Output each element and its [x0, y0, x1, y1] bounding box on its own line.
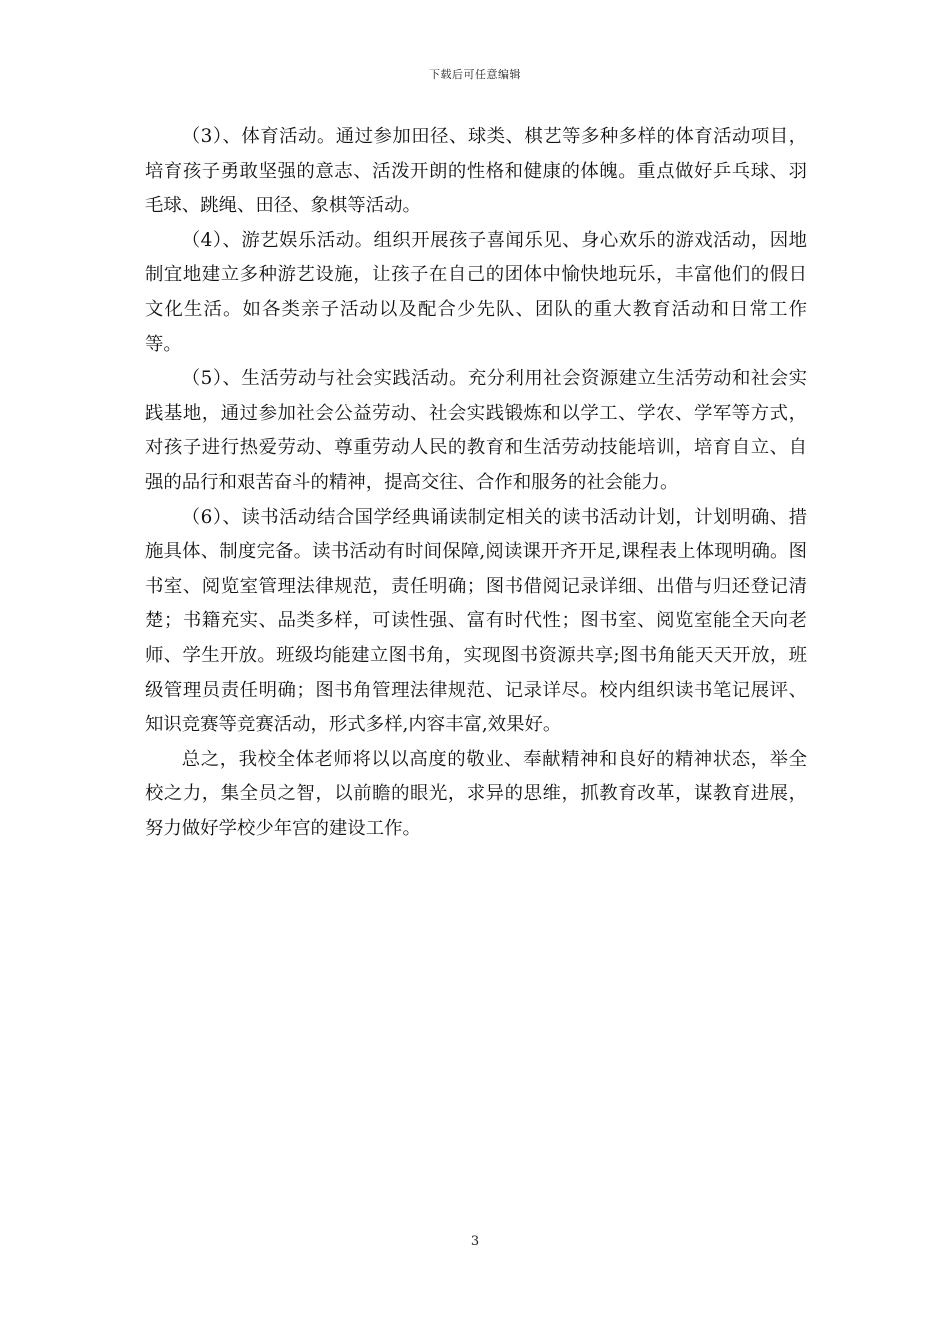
- document-body: [145, 120, 807, 846]
- paragraph-reading-activities: （6）、读书活动结合国学经典诵读制定相关的读书活动计划，计划明确、措施具体、制度完备。读书活动有时间保障,阅读课开齐开足,课程表上体现明确。图书室、阅览室管理法律规范，责任明确；图书借阅记录详细、出借与归还登记清楚；书籍充实、品类多样，可读性强、富有时代性；图书室、阅览室能全天向老师、学生开放。班级均能建立图书角，实现图书资源共享;图书角能天天开放，班级管理员责任明确；图书角管理法律规范、记录详尽。校内组织读书笔记展评、知识竞赛等竞赛活动，形式多样,内容丰富,效果好。: [145, 506, 807, 736]
- paragraph-recreation-activities: （4）、游艺娱乐活动。组织开展孩子喜闻乐见、身心欢乐的游戏活动，因地制宜地建立多种游艺设施，让孩子在自己的团体中愉快地玩乐，丰富他们的假日文化生活。如各类亲子活动以及配合少先队、团队的重大教育活动和日常工作等。: [145, 229, 807, 355]
- page-number: 3: [470, 1234, 480, 1249]
- paragraph-labor-practice-activities: （5）、生活劳动与社会实践活动。充分利用社会资源建立生活劳动和社会实践基地，通过参加社会公益劳动、社会实践锻炼和以学工、学农、学军等方式，对孩子进行热爱劳动、尊重劳动人民的教育和生活劳动技能培训，培育自立、自强的品行和艰苦奋斗的精神，提高交往、合作和服务的社会能力。: [145, 368, 807, 493]
- page-header-note: 下载后可任意编辑: [429, 68, 521, 81]
- paragraph-conclusion: 总之，我校全体老师将以以高度的敬业、奉献精神和良好的精神状态，举全校之力，集全员之智，以前瞻的眼光，求异的思维，抓教育改革，谋教育进展，努力做好学校少年宫的建设工作。: [145, 748, 807, 839]
- paragraph-sports-activities: （3）、体育活动。通过参加田径、球类、棋艺等多种多样的体育活动项目，培育孩子勇敢坚强的意志、活泼开朗的性格和健康的体魄。重点做好乒乓球、羽毛球、跳绳、田径、象棋等活动。: [145, 126, 807, 217]
